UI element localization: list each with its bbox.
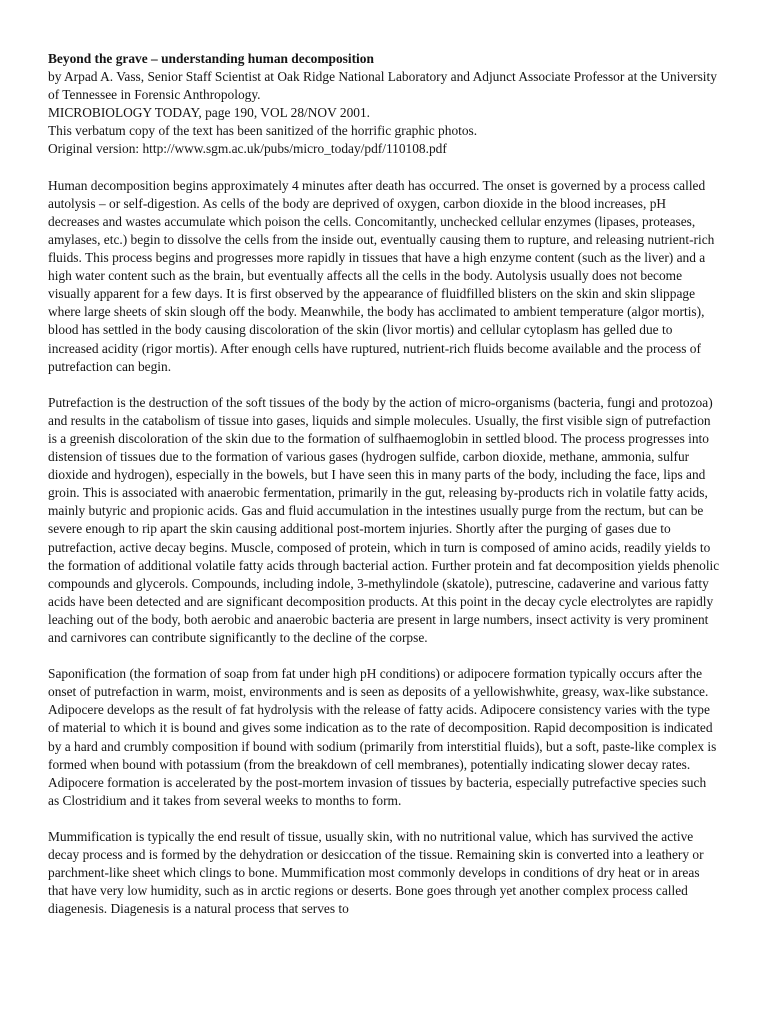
document-body: [48, 50, 720, 919]
paragraph-putrefaction: Putrefaction is the destruction of the soft tissues of the body by the action of micro-organisms (bacteria, fungi and protozoa) and results in the catabolism of tissue into gases, liquids and simple molecules. Usually, the first visible sign of putrefaction is a greenish discoloration of the skin due to the formation of sulfhaemoglobin in settled blood. The process progresses into distension of tissues due to the formation of various gases (hydrogen sulfide, carbon dioxide, methane, ammonia, sulfur dioxide and hydrogen), especially in the bowels, but I have seen this in many parts of the body, including the face, lips and groin. This is associated with anaerobic fermentation, primarily in the gut, releasing by-products rich in volatile fatty acids, mainly butyric and propionic acids. Gas and fluid accumulation in the intestines usually purge from the rectum, but can be severe enough to rip apart the skin causing additional post-mortem injuries. Shortly after the purging of gases due to putrefaction, active decay begins. Muscle, composed of protein, which in turn is composed of amino acids, readily yields to the formation of additional volatile fatty acids through bacterial action. Further protein and fat decomposition yields phenolic compounds and glycerols. Compounds, including indole, 3-methylindole (skatole), putrescine, cadaverine and various fatty acids have been detected and are significant decomposition products. At this point in the decay cycle electrolytes are rapidly leaching out of the body, both aerobic and anaerobic bacteria are present in large numbers, insect activity is very prominent and carnivores can contribute significantly to the decline of the corpse.: [48, 394, 720, 645]
document-title: Beyond the grave – understanding human decomposition: [48, 51, 374, 66]
paragraph-mummification: Mummification is typically the end result of tissue, usually skin, with no nutritional value, which has survived the active decay process and is formed by the dehydration or desiccation of the tissue. Remaining skin is converted into a leathery or parchment-like sheet which clings to bone. Mummification most commonly develops in conditions of dry heat or in areas that have very low humidity, such as in arctic regions or deserts. Bone goes through yet another complex process called diagenesis. Diagenesis is a natural process that serves to: [48, 829, 704, 917]
sanitized-note: This verbatum copy of the text has been sanitized of the horrific graphic photos.: [48, 123, 478, 139]
author-byline: by Arpad A. Vass, Senior Staff Scientist at Oak Ridge National Laboratory and Adjunct Associate Professor at the University of Tennessee in Forensic Anthropology.: [48, 69, 717, 103]
paragraph-autolysis: Human decomposition begins approximately 4 minutes after death has occurred. The onset is governed by a process called autolysis – or self-digestion. As cells of the body are deprived of oxygen, carbon dioxide in the blood increases, pH decreases and wastes accumulate which poison the cells. Concomitantly, unchecked cellular enzymes (lipases, proteases, amylases, etc.) begin to dissolve the cells from the inside out, eventually causing them to rupture, and releasing nutrient-rich fluids. This process begins and progresses more rapidly in tissues that have a high enzyme content (such as the liver) and a high water content such as the brain, but eventually affects all the cells in the body. Autolysis usually does not become visually apparent for a few days. It is first observed by the appearance of fluidfilled blisters on the skin and skin slippage where large sheets of skin slough off the body. Meanwhile, the body has acclimated to ambient temperature (algor mortis), blood has settled in the body causing discoloration of the skin (livor mortis) and cellular cytoplasm has gelled due to increased acidity (rigor mortis). After enough cells have ruptured, nutrient-rich fluids become available and the process of putrefaction can begin.: [48, 177, 715, 374]
citation: MICROBIOLOGY TODAY, page 190, VOL 28/NOV 2001.: [48, 105, 371, 121]
original-version-link: Original version: http://www.sgm.ac.uk/pubs/micro_today/pdf/110108.pdf: [48, 141, 447, 157]
paragraph-saponification: Saponification (the formation of soap from fat under high pH conditions) or adipocere formation typically occurs after the onset of putrefaction in warm, moist, environments and is seen as deposits of a yellowishwhite, greasy, wax-like substance. Adipocere develops as the result of fat hydrolysis with the release of fatty acids. Adipocere consistency varies with the type of material to which it is bound and gives some indication as to the rate of decomposition. Rapid decomposition is indicated by a hard and crumbly composition if bound with sodium (primarily from interstitial fluids), but a soft, paste-like complex is formed when bound with potassium (from the breakdown of cell membranes), potentially indicating slower decay rates. Adipocere formation is accelerated by the post-mortem invasion of tissues by bacteria, especially putrefactive species such as Clostridium and it takes from several weeks to months to form.: [48, 666, 717, 808]
